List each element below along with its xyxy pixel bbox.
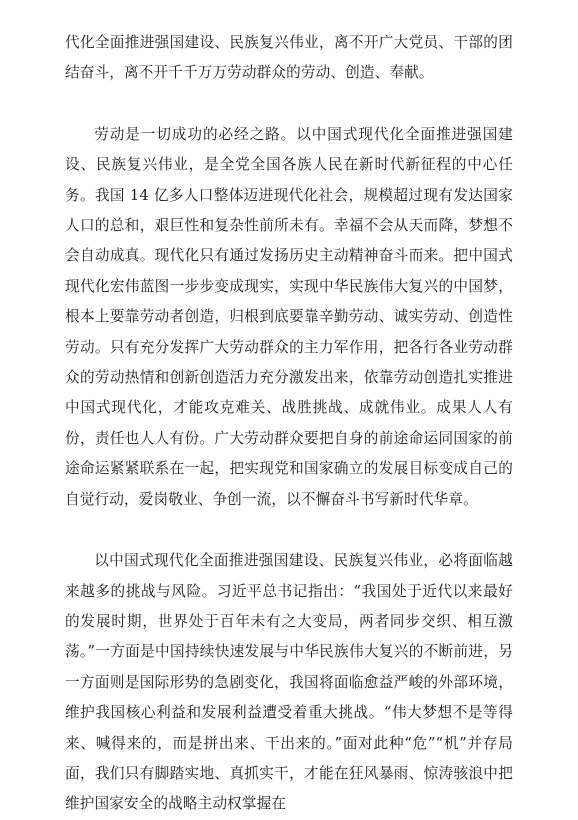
document-body [65, 28, 513, 820]
paragraph-1: 代化全面推进强国建设、民族复兴伟业，离不开广大党员、干部的团结奋斗，离不开千千万万劳动群众的劳动、创造、奉献。 [65, 34, 513, 82]
paragraph-2: 劳动是一切成功的必经之路。以中国式现代化全面推进强国建设、民族复兴伟业，是全党全国各族人民在新时代新征程的中心任务。我国 14 亿多人口整体迈进现代化社会，规模超过现有发达国家人口的总和，艰巨性和复杂性前所未有。幸福不会从天而降，梦想不会自动成真。现代化只有通过发扬历史主动精神奋斗而来。把中国式现代化宏伟蓝图一步步变成现实，实现中华民族伟大复兴的中国梦，根本上要靠劳动者创造，归根到底要靠辛勤劳动、诚实劳动、创造性劳动。只有充分发挥广大劳动群众的主力军作用，把各行各业劳动群众的劳动热情和创新创造活力充分激发出来，依靠劳动创造扎实推进中国式现代化，才能攻克难关、战胜挑战、成就伟业。成果人人有份，责任也人人有份。广大劳动群众要把自身的前途命运同国家的前途命运紧紧联系在一起，把实现党和国家确立的发展目标变成自己的自觉行动，爱岗敬业、争创一流，以不懈奋斗书写新时代华章。 [65, 125, 513, 508]
paragraph-3: 以中国式现代化全面推进强国建设、民族复兴伟业，必将面临越来越多的挑战与风险。习近平总书记指出：“我国处于近代以来最好的发展时期，世界处于百年未有之大变局，两者同步交织、相互激荡。”一方面是中国持续快速发展与中华民族伟大复兴的不断前进，另一方面则是国际形势的急剧变化，我国将面临愈益严峻的外部环境，维护我国核心利益和发展利益遭受着重大挑战。“伟大梦想不是等得来、喊得来的，而是拼出来、干出来的。”面对此种“危”“机”并存局面，我们只有脚踏实地、真抓实干，才能在狂风暴雨、惊涛骇浪中把维护国家安全的战略主动权掌握在 [65, 552, 513, 813]
paragraph-spacer [65, 89, 513, 120]
paragraph-spacer [65, 515, 513, 546]
